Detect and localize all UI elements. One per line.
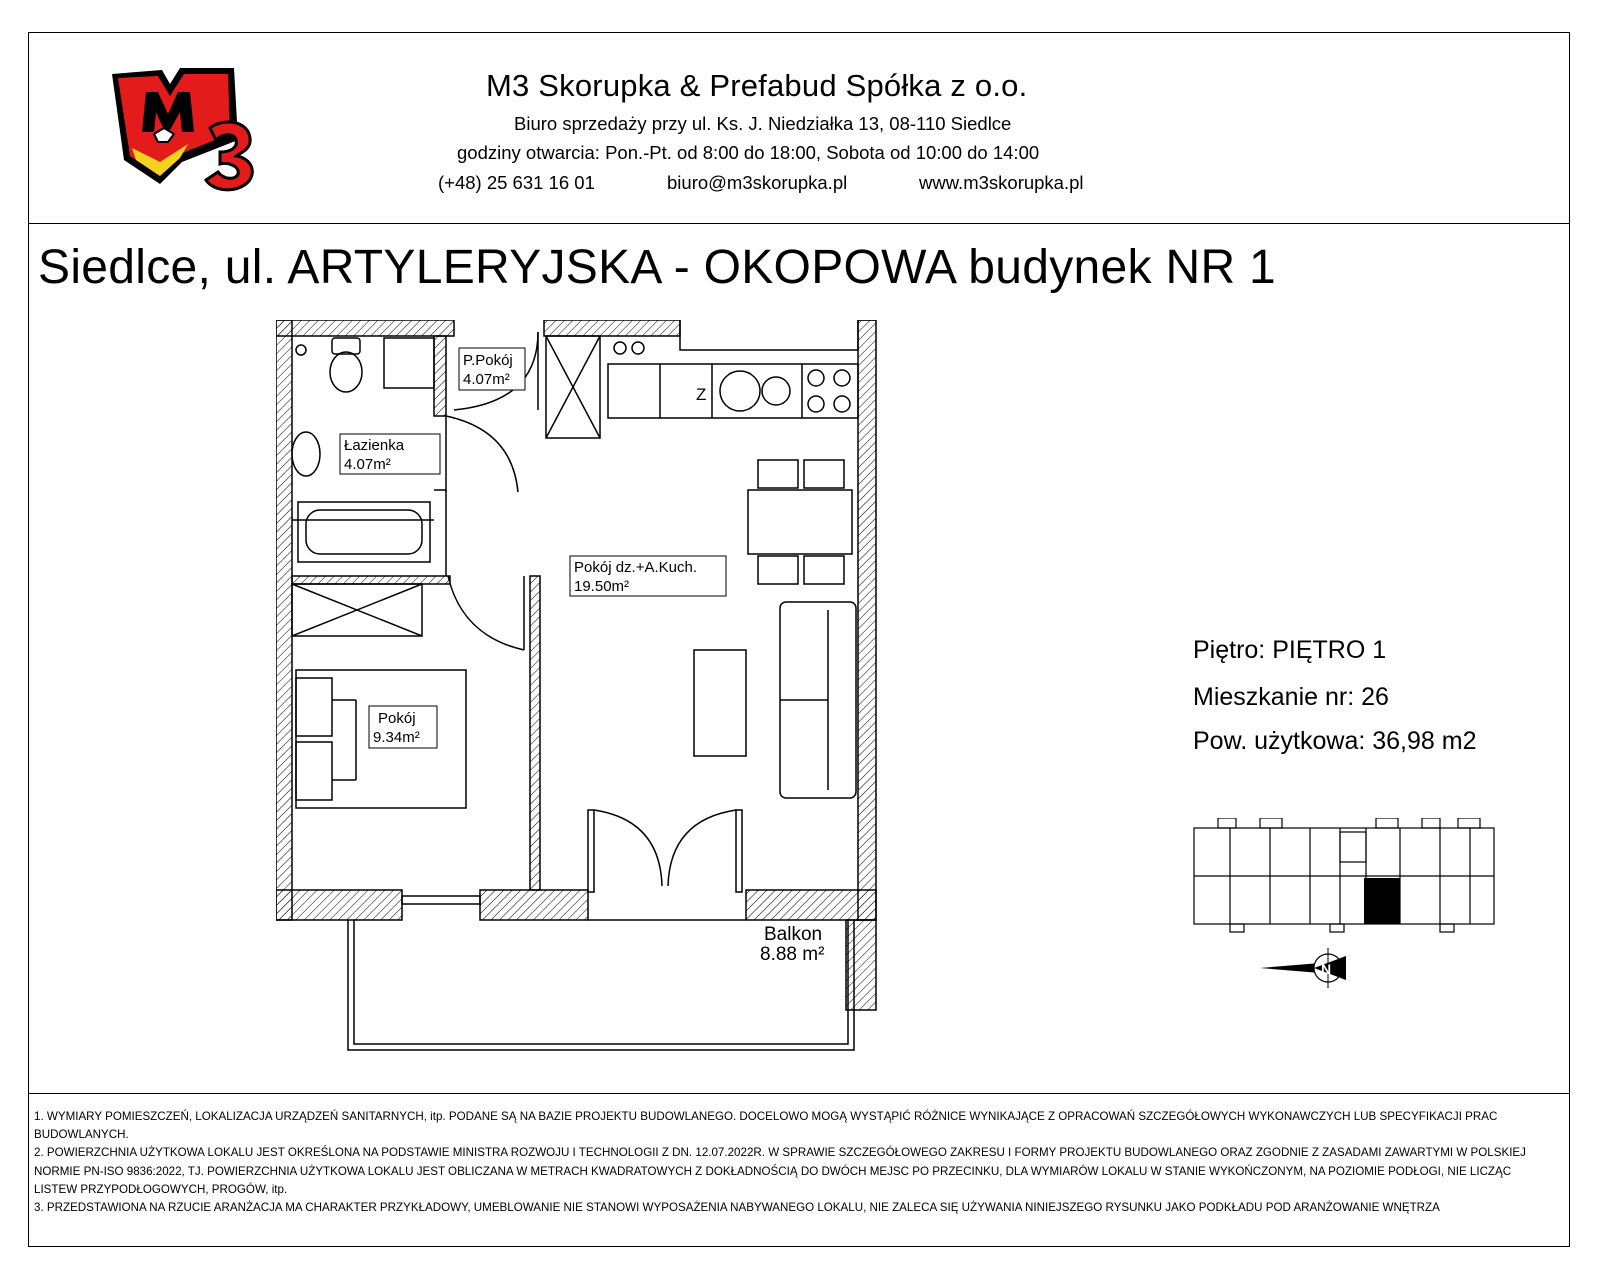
note-2: 2. POWIERZCHNIA UŻYTKOWA LOKALU JEST OKREŚLONA NA PODSTAWIE MINISTRA ROZWOJU I TECHNOLOGII Z DN. 12.07.2022R. W SPRAWIE SZCZEGÓŁOWEGO ZAKRESU I FORMY PROJEKTU BUDOWLANEGO ORAZ ZGODNIE Z ZASADAMI ZAWARTYMI W POLSKIEJ NORMIE PN-ISO 9836:2022, TJ. POWIERZCHNIA UŻYTKOWA LOKALU JEST OBLICZANA W METRACH KWADRATOWYCH Z DOKŁADNOŚCIĄ DO DWÓCH MEJSC PO PRZECINKU, DLA WYMIARÓW LOKALU W STANIE WYKOŃCZONYM, NA POZIOMIE PODŁOGI, NIE LICZĄC LISTEW PRZYPODŁOGOWYCH, PROGÓW, itp.	[34, 1146, 1526, 1196]
opening-hours: godziny otwarcia: Pon.-Pt. od 8:00 do 18:00, Sobota od 10:00 do 14:00	[457, 142, 1040, 163]
notes-divider	[28, 1093, 1570, 1094]
room-area-hall: 4.07m²	[463, 371, 510, 388]
phone-number[interactable]: (+48) 25 631 16 01	[438, 172, 595, 193]
compass-letter: N	[1321, 961, 1332, 977]
apartment-number: Mieszkanie nr: 26	[1193, 683, 1389, 711]
room-label-bedroom: Pokój	[378, 710, 416, 727]
building-key-plan	[1190, 818, 1500, 1008]
room-area-bedroom: 9.34m²	[373, 729, 420, 746]
website-link[interactable]: www.m3skorupka.pl	[919, 172, 1084, 193]
note-1: 1. WYMIARY POMIESZCZEŃ, LOKALIZACJA URZĄDZEŃ SANITARNYCH, itp. PODANE SĄ NA BAZIE PROJEKTU BUDOWLANEGO. DOCELOWO MOGĄ WYSTĄPIĆ RÓŻNICE WYNIKAJĄCE Z OPRACOWAŃ SZCZEGÓŁOWYCH WYKONAWCZYCH LUB SPECYFIKACJI PRAC BUDOWLANYCH.	[34, 1110, 1498, 1142]
apartment-highlight	[1364, 878, 1400, 924]
usable-area: Pow. użytkowa: 36,98 m2	[1193, 727, 1477, 755]
floor-plan	[276, 320, 896, 1080]
sales-office-address: Biuro sprzedaży przy ul. Ks. J. Niedziałka 13, 08-110 Siedlce	[514, 113, 1012, 134]
header-divider	[28, 223, 1570, 224]
page-title: Siedlce, ul. ARTYLERYJSKA - OKOPOWA budynek NR 1	[38, 241, 1277, 294]
company-logo	[102, 62, 267, 197]
room-area-bathroom: 4.07m²	[344, 456, 391, 473]
compass	[1260, 948, 1346, 988]
room-label-hall: P.Pokój	[463, 352, 513, 369]
company-name: M3 Skorupka & Prefabud Spółka z o.o.	[486, 68, 1028, 103]
room-label-bathroom: Łazienka	[344, 437, 405, 454]
room-label-balcony: Balkon	[764, 924, 823, 945]
room-area-living-kitchen: 19.50m²	[574, 578, 630, 595]
disclaimer-notes	[34, 1108, 1554, 1217]
room-area-balcony: 8.88 m²	[760, 944, 825, 965]
floor-info: Piętro: PIĘTRO 1	[1193, 636, 1387, 664]
email-link[interactable]: biuro@m3skorupka.pl	[667, 172, 848, 193]
fridge-mark: Z	[696, 385, 707, 404]
room-label-living-kitchen: Pokój dz.+A.Kuch.	[574, 559, 697, 576]
note-3: 3. PRZEDSTAWIONA NA RZUCIE ARANŻACJA MA CHARAKTER PRZYKŁADOWY, UMEBLOWANIE NIE STANOWI WYPOSAŻENIA NABYWANEGO LOKALU, NIE ZALECA SIĘ UŻYWANIA NINIEJSZEGO RYSUNKU JAKO PODKŁADU POD ARANŻOWANIE WNĘTRZA	[34, 1201, 1440, 1215]
